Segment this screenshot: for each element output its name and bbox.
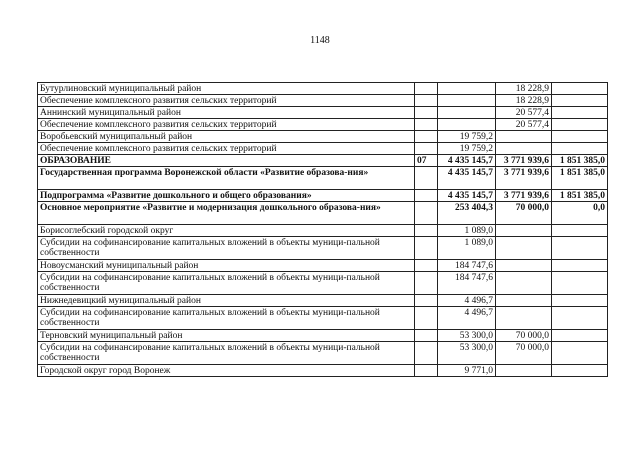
table-row: [38, 143, 608, 155]
row-code-cell: [415, 295, 438, 307]
row-code-cell: 07: [415, 155, 438, 167]
row-value-3-cell: 0,0: [552, 202, 608, 225]
row-value-1-cell: 19 759,2: [438, 131, 496, 143]
row-value-2-cell: [496, 260, 552, 272]
row-value-3-cell: [552, 307, 608, 330]
row-value-2-cell: [496, 131, 552, 143]
row-code-cell: [415, 260, 438, 272]
row-code-cell: [415, 83, 438, 95]
table-row: [38, 260, 608, 272]
table-row: [38, 225, 608, 237]
row-value-3-cell: [552, 119, 608, 131]
row-name-cell: Нижнедевицкий муниципальный район: [38, 295, 415, 307]
table-row: [38, 342, 608, 365]
row-value-1-cell: 4 435 145,7: [438, 190, 496, 202]
row-value-1-cell: 4 496,7: [438, 295, 496, 307]
row-code-cell: [415, 365, 438, 377]
row-value-3-cell: [552, 272, 608, 295]
row-value-1-cell: [438, 107, 496, 119]
row-name-cell: Субсидии на софинансирование капитальных вложений в объекты муници-пальной собственности: [38, 272, 415, 295]
row-code-cell: [415, 131, 438, 143]
row-value-3-cell: [552, 83, 608, 95]
row-value-2-cell: [496, 365, 552, 377]
row-value-2-cell: [496, 307, 552, 330]
row-name-cell: Субсидии на софинансирование капитальных вложений в объекты муници-пальной собственности: [38, 342, 415, 365]
row-value-1-cell: 53 300,0: [438, 342, 496, 365]
row-name-cell: Терновский муниципальный район: [38, 330, 415, 342]
row-value-2-cell: 70 000,0: [496, 342, 552, 365]
row-value-2-cell: 70 000,0: [496, 330, 552, 342]
row-value-1-cell: 9 771,0: [438, 365, 496, 377]
row-name-cell: Основное мероприятие «Развитие и модернизация дошкольного образова-ния»: [38, 202, 415, 225]
row-value-2-cell: 3 771 939,6: [496, 155, 552, 167]
row-value-2-cell: 70 000,0: [496, 202, 552, 225]
row-value-1-cell: [438, 119, 496, 131]
table-row: [38, 272, 608, 295]
row-value-3-cell: [552, 131, 608, 143]
row-name-cell: Аннинский муниципальный район: [38, 107, 415, 119]
row-code-cell: [415, 190, 438, 202]
row-value-1-cell: 4 496,7: [438, 307, 496, 330]
row-value-3-cell: 1 851 385,0: [552, 155, 608, 167]
page-number: 1148: [310, 35, 330, 46]
table-row: [38, 202, 608, 225]
row-value-2-cell: 18 228,9: [496, 95, 552, 107]
row-value-1-cell: [438, 95, 496, 107]
table-row: [38, 330, 608, 342]
table-row: [38, 119, 608, 131]
row-value-2-cell: 18 228,9: [496, 83, 552, 95]
row-value-2-cell: 20 577,4: [496, 107, 552, 119]
row-code-cell: [415, 225, 438, 237]
row-name-cell: Государственная программа Воронежской области «Развитие образова-ния»: [38, 167, 415, 190]
row-value-3-cell: [552, 143, 608, 155]
row-value-3-cell: [552, 295, 608, 307]
row-value-1-cell: 184 747,6: [438, 272, 496, 295]
table-row: [38, 190, 608, 202]
row-name-cell: ОБРАЗОВАНИЕ: [38, 155, 415, 167]
table-row: [38, 155, 608, 167]
table-row: [38, 237, 608, 260]
row-name-cell: Воробьевский муниципальный район: [38, 131, 415, 143]
row-code-cell: [415, 272, 438, 295]
row-value-2-cell: [496, 237, 552, 260]
table-row: [38, 83, 608, 95]
row-name-cell: Подпрограмма «Развитие дошкольного и общего образования»: [38, 190, 415, 202]
row-value-3-cell: [552, 95, 608, 107]
row-code-cell: [415, 307, 438, 330]
table-row: [38, 365, 608, 377]
row-value-1-cell: 19 759,2: [438, 143, 496, 155]
row-value-3-cell: [552, 365, 608, 377]
table-row: [38, 95, 608, 107]
row-value-1-cell: 1 089,0: [438, 225, 496, 237]
table-row: [38, 107, 608, 119]
row-name-cell: Субсидии на софинансирование капитальных вложений в объекты муници-пальной собственности: [38, 237, 415, 260]
row-value-3-cell: [552, 330, 608, 342]
row-value-3-cell: 1 851 385,0: [552, 167, 608, 190]
row-name-cell: Новоусманский муниципальный район: [38, 260, 415, 272]
row-code-cell: [415, 342, 438, 365]
row-name-cell: Обеспечение комплексного развития сельских территорий: [38, 95, 415, 107]
row-value-3-cell: [552, 107, 608, 119]
row-value-2-cell: [496, 225, 552, 237]
budget-table-body: [38, 83, 608, 377]
row-name-cell: Обеспечение комплексного развития сельских территорий: [38, 143, 415, 155]
row-value-3-cell: [552, 225, 608, 237]
table-row: [38, 131, 608, 143]
row-code-cell: [415, 107, 438, 119]
row-value-2-cell: 20 577,4: [496, 119, 552, 131]
row-code-cell: [415, 95, 438, 107]
row-value-1-cell: 253 404,3: [438, 202, 496, 225]
row-code-cell: [415, 202, 438, 225]
row-value-3-cell: [552, 260, 608, 272]
row-value-1-cell: 1 089,0: [438, 237, 496, 260]
row-value-2-cell: 3 771 939,6: [496, 167, 552, 190]
row-value-1-cell: [438, 83, 496, 95]
row-name-cell: Обеспечение комплексного развития сельских территорий: [38, 119, 415, 131]
row-value-2-cell: [496, 295, 552, 307]
table-row: [38, 167, 608, 190]
row-code-cell: [415, 167, 438, 190]
row-code-cell: [415, 330, 438, 342]
table-row: [38, 307, 608, 330]
row-value-1-cell: 4 435 145,7: [438, 167, 496, 190]
table-row: [38, 295, 608, 307]
budget-table: [37, 82, 608, 377]
row-value-2-cell: 3 771 939,6: [496, 190, 552, 202]
row-code-cell: [415, 143, 438, 155]
row-value-2-cell: [496, 272, 552, 295]
row-value-3-cell: [552, 342, 608, 365]
row-name-cell: Городской округ город Воронеж: [38, 365, 415, 377]
row-value-1-cell: 53 300,0: [438, 330, 496, 342]
row-name-cell: Борисоглебский городской округ: [38, 225, 415, 237]
row-value-1-cell: 184 747,6: [438, 260, 496, 272]
row-code-cell: [415, 237, 438, 260]
row-code-cell: [415, 119, 438, 131]
row-name-cell: Субсидии на софинансирование капитальных вложений в объекты муници-пальной собственности: [38, 307, 415, 330]
row-value-2-cell: [496, 143, 552, 155]
row-value-3-cell: 1 851 385,0: [552, 190, 608, 202]
row-value-1-cell: 4 435 145,7: [438, 155, 496, 167]
row-value-3-cell: [552, 237, 608, 260]
row-name-cell: Бутурлиновский муниципальный район: [38, 83, 415, 95]
